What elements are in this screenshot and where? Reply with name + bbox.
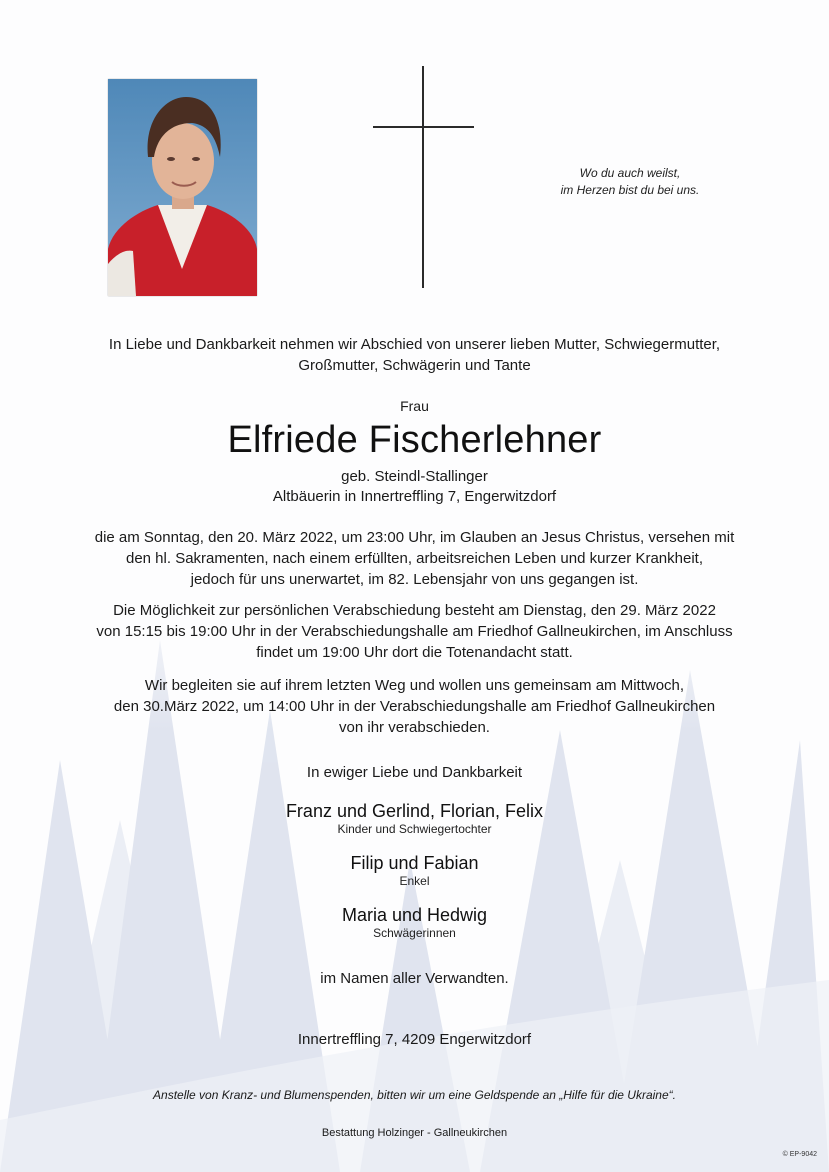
donation-note: Anstelle von Kranz- und Blumenspenden, bitten wir um eine Geldspende an „Hilfe für die Ukraine“. (153, 1088, 676, 1102)
paragraph-line: jedoch für uns unerwartet, im 82. Lebensjahr von uns gegangen ist. (190, 571, 639, 588)
mourner-relation: Schwägerinnen (373, 926, 456, 940)
mourner-names: Maria und Hedwig (341, 905, 488, 925)
paragraph-line: die am Sonntag, den 20. März 2022, um 23:00 Uhr, im Glauben an Jesus Christus, versehen mit (94, 529, 735, 546)
passing-paragraph (0, 527, 829, 590)
paragraph-line: den 30.März 2022, um 14:00 Uhr in der Verabschiedungshalle am Friedhof Gallneukirchen (113, 698, 716, 715)
paragraph-line: den hl. Sakramenten, nach einem erfüllten, arbeitsreichen Leben und kurzer Krankheit, (125, 550, 703, 567)
paragraph-line: Wir begleiten sie auf ihrem letzten Weg und wollen uns gemeinsam am Mittwoch, (144, 677, 685, 694)
funeral-home: Bestattung Holzinger - Gallneukirchen (321, 1127, 508, 1139)
intro-text (0, 334, 829, 376)
burial-paragraph (0, 675, 829, 738)
deceased-name: Elfriede Fischerlehner (227, 419, 602, 461)
paragraph-line: Die Möglichkeit zur persönlichen Verabschiedung besteht am Dienstag, den 29. März 2022 (113, 602, 716, 619)
cross-icon (373, 66, 474, 288)
mourner-relation: Kinder und Schwiegertochter (337, 822, 492, 836)
relatives-line: im Namen aller Verwandten. (320, 970, 509, 987)
closing-line: In ewiger Liebe und Dankbarkeit (306, 764, 523, 781)
intro-line: In Liebe und Dankbarkeit nehmen wir Abschied von unserer lieben Mutter, Schwiegermutter, (108, 336, 721, 353)
paragraph-line: von 15:15 bis 19:00 Uhr in der Verabschiedungshalle am Friedhof Gallneukirchen, im Anschluss (96, 623, 733, 640)
mourner-names: Filip und Fabian (350, 853, 479, 873)
portrait-photo (108, 79, 257, 296)
intro-line: Großmutter, Schwägerin und Tante (298, 357, 531, 374)
paragraph-line: findet um 19:00 Uhr dort die Totenandacht statt. (256, 644, 573, 661)
farewell-paragraph (0, 600, 829, 663)
motto-quote (540, 165, 720, 199)
motto-line: Wo du auch weilst, (579, 166, 681, 180)
motto-line: im Herzen bist du bei uns. (560, 183, 700, 197)
mourner-group (0, 852, 829, 889)
mourner-names: Franz und Gerlind, Florian, Felix (285, 801, 544, 821)
mourner-group (0, 904, 829, 941)
mourner-group (0, 800, 829, 837)
copyright-notice: © EP-9042 (782, 1151, 817, 1158)
family-address: Innertreffling 7, 4209 Engerwitzdorf (297, 1031, 532, 1048)
birth-name: geb. Steindl-Stallinger (341, 468, 488, 485)
paragraph-line: von ihr verabschieden. (339, 719, 490, 736)
occupation: Altbäuerin in Innertreffling 7, Engerwitzdorf (272, 488, 557, 505)
salutation: Frau (400, 398, 429, 414)
mourner-relation: Enkel (399, 874, 430, 888)
